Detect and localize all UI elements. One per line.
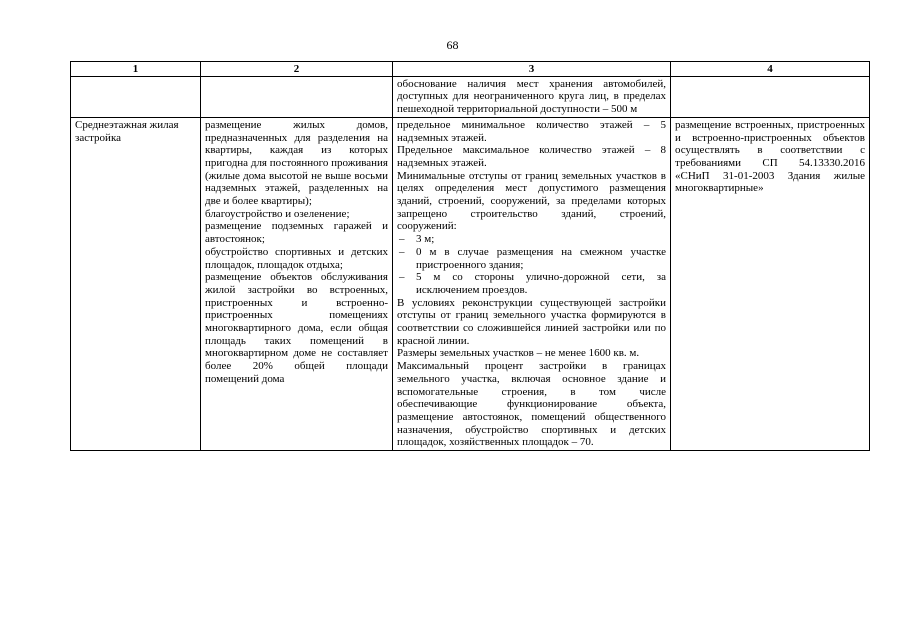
continuation-cell-1 [71,76,201,117]
restrictions-cell: размещение встроенных, пристроенных и встроенно-пристроенных объектов осуществлять в соответствии с требованиями СП 54.13330.2016 «СНиП 31-01-2003 Здания жилые многоквартирные» [671,117,870,450]
dash-bullet: – [399,233,405,246]
column-header-4: 4 [671,62,870,77]
list-item-text: 0 м в случае размещения на смежном участке пристроенного здания; [416,245,666,271]
dash-bullet: – [399,245,405,258]
permitted-use-paragraph: благоустройство и озеленение; [205,207,350,220]
continuation-cell-3: обоснование наличия мест хранения автомобилей, доступных для неограниченного круга лиц, в пределах пешеходной территориальной доступности – 500 м [393,76,671,117]
list-item-text: 5 м со стороны улично-дорожной сети, за исключением проездов. [416,271,666,296]
list-item-text: 3 м; [416,233,435,246]
column-header-3: 3 [393,62,671,77]
table-row [71,117,870,450]
regulations-table [70,61,870,451]
list-item [397,271,666,296]
parameters-cell [393,117,671,450]
floors-max-paragraph: Предельное максимальное количество этажей – 8 надземных этажей. [397,144,666,169]
floors-min-paragraph: предельное минимальное количество этажей – 5 надземных этажей. [397,118,666,144]
permitted-use-paragraph: размещение объектов обслуживания жилой застройки во встроенных, пристроенных и встроенно-пристроенных помещениях многоквартирного дома, если общая площадь таких помещений в многоквартирном доме не составляет более 20% общей площади помещений дома [205,271,388,385]
table-header-row [71,62,870,77]
permitted-use-paragraph: обустройство спортивных и детских площадок, площадок отдыха; [205,245,388,271]
continuation-cell-4 [671,76,870,117]
setbacks-paragraph: Минимальные отступы от границ земельных участков в целях определения мест допустимого размещения зданий, строений, сооружений, за пределами которых запрещено строительство зданий, строений, сооружений: [397,169,666,233]
continuation-cell-2 [201,76,393,117]
list-item [397,246,666,271]
setbacks-list [397,233,666,297]
land-use-type-cell: Среднеэтажная жилая застройка [71,117,201,450]
permitted-use-paragraph: размещение жилых домов, предназначенных для разделения на квартиры, каждая из которых пригодна для постоянного проживания (жилые дома высотой не выше восьми надземных этажей, разделенных на две и более квартиры); [205,118,388,208]
column-header-2: 2 [201,62,393,77]
permitted-use-cell [201,117,393,450]
dash-bullet: – [399,271,405,284]
reconstruction-paragraph: В условиях реконструкции существующей застройки отступы от границ земельного участка формируются в соответствии со сложившейся линией застройки или по красной линии. [397,296,666,347]
column-header-1: 1 [71,62,201,77]
table-row-continuation [71,76,870,117]
permitted-use-paragraph: размещение подземных гаражей и автостоянок; [205,220,388,246]
list-item [397,233,666,246]
plot-size-paragraph: Размеры земельных участков – не менее 1600 кв. м. [397,347,640,360]
page-number: 68 [446,38,459,52]
coverage-paragraph: Максимальный процент застройки в границах земельного участка, включая основное здание и вспомогательные строения, в том числе обеспечивающие функционирование объекта, размещение автостоянок, помещений общественного назначения, обустройство спортивных и детских площадок, хозяйственных площадок – 70. [397,360,666,449]
